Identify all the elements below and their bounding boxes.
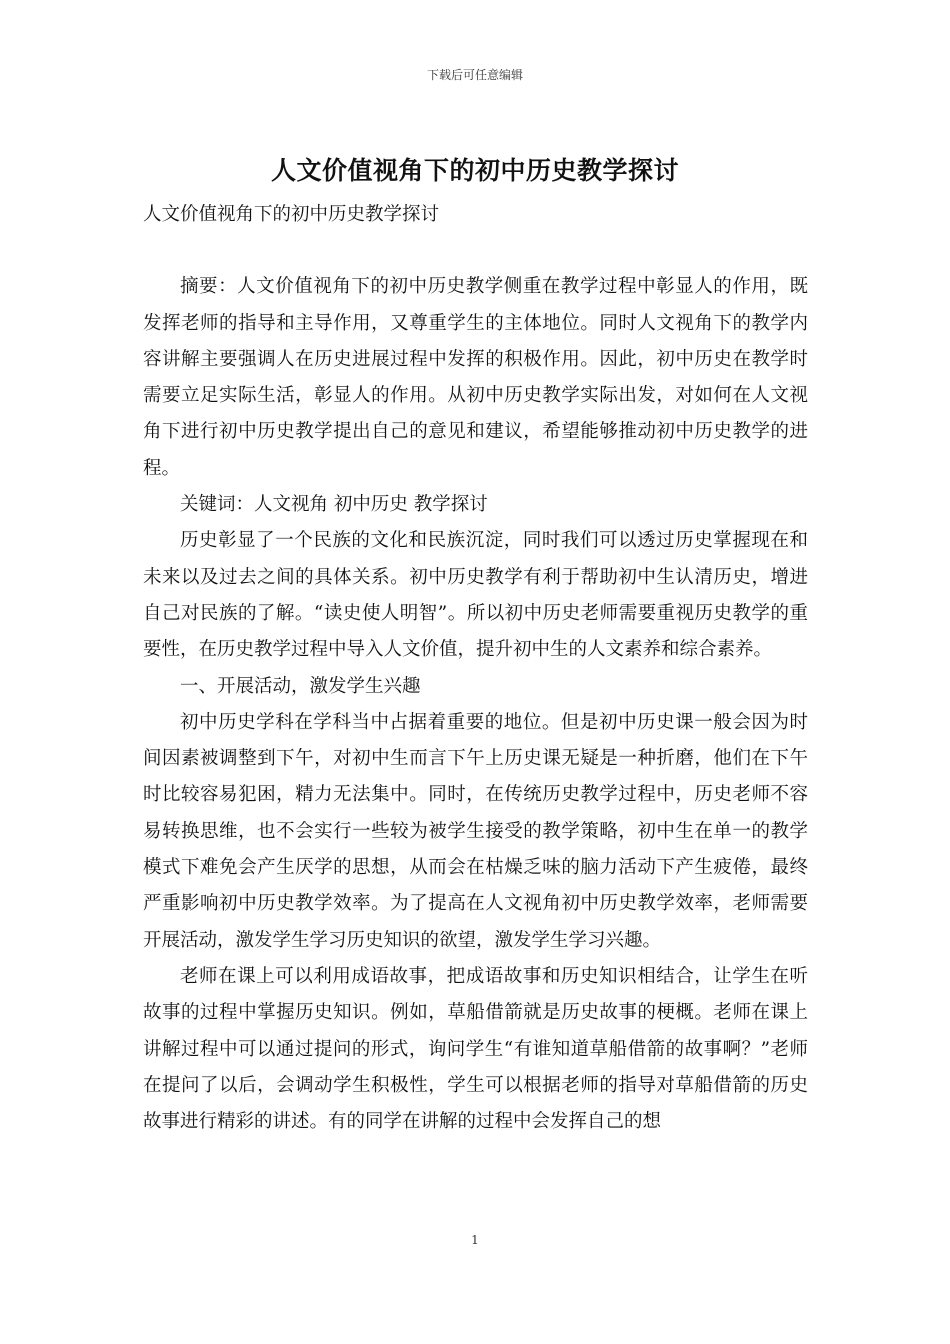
document-body: [143, 197, 808, 1140]
page-header: 下载后可任意编辑: [426, 68, 523, 82]
body-paragraph: 初中历史学科在学科当中占据着重要的地位。但是初中历史课一般会因为时间因素被调整到下午，对初中生而言下午上历史课无疑是一种折磨，他们在下午时比较容易犯困，精力无法集中。同时，在传统历史教学过程中，历史老师不容易转换思维，也不会实行一些较为被学生接受的教学策略，初中生在单一的教学模式下难免会产生厌学的思想，从而会在枯燥乏味的脑力活动下产生疲倦，最终严重影响初中历史教学效率。为了提高在人文视角初中历史教学效率，老师需要开展活动，激发学生学习历史知识的欲望，激发学生学习兴趣。: [143, 711, 808, 951]
document-subtitle: 人文价值视角下的初中历史教学探讨: [143, 204, 440, 225]
document-title: 人文价值视角下的初中历史教学探讨: [270, 156, 679, 185]
keywords-paragraph: 关键词：人文视角 初中历史 教学探讨: [180, 494, 488, 516]
page-number: 1: [471, 1233, 479, 1247]
abstract-paragraph: 摘要：人文价值视角下的初中历史教学侧重在教学过程中彰显人的作用，既发挥老师的指导和主导作用，又尊重学生的主体地位。同时人文视角下的教学内容讲解主要强调人在历史进展过程中发挥的积极作用。因此，初中历史在教学时需要立足实际生活，彰显人的作用。从初中历史教学实际出发，对如何在人文视角下进行初中历史教学提出自己的意见和建议，希望能够推动初中历史教学的进程。: [143, 276, 808, 479]
intro-paragraph: 历史彰显了一个民族的文化和民族沉淀，同时我们可以透过历史掌握现在和未来以及过去之间的具体关系。初中历史教学有利于帮助初中生认清历史，增进自己对民族的了解。“读史使人明智”。所以初中历史老师需要重视历史教学的重要性，在历史教学过程中导入人文价值，提升初中生的人文素养和综合素养。: [143, 530, 808, 661]
body-paragraph: 老师在课上可以利用成语故事，把成语故事和历史知识相结合，让学生在听故事的过程中掌握历史知识。例如，草船借箭就是历史故事的梗概。老师在课上讲解过程中可以通过提问的形式，询问学生“有谁知道草船借箭的故事啊？”老师在提问了以后，会调动学生积极性，学生可以根据老师的指导对草船借箭的历史故事进行精彩的讲述。有的同学在讲解的过程中会发挥自己的想: [143, 965, 808, 1133]
section-heading: 一、开展活动，激发学生兴趣: [180, 675, 421, 697]
